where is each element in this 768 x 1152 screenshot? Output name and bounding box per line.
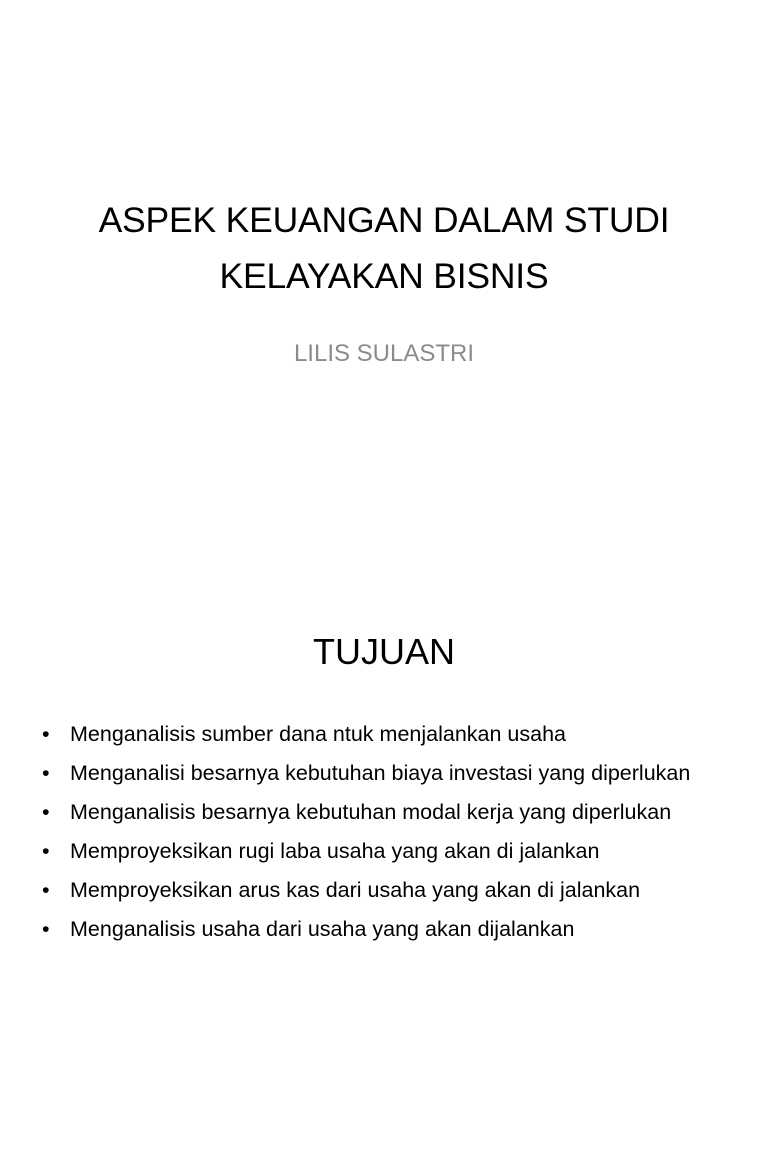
bullet-icon: •: [42, 917, 50, 941]
slide-title: TUJUAN: [313, 631, 455, 672]
bullet-item: [42, 756, 732, 790]
bullet-item: [42, 834, 732, 868]
slide-title: ASPEK KEUANGAN DALAM STUDI KELAYAKAN BISNIS: [98, 200, 670, 296]
bullet-icon: •: [42, 800, 50, 824]
bullet-item: [42, 912, 732, 946]
bullet-icon: •: [42, 878, 50, 902]
content-slide: [0, 576, 768, 1152]
bullet-text: Menganalisis sumber dana ntuk menjalankan usaha: [70, 722, 567, 746]
bullet-item: [42, 795, 732, 829]
bullet-icon: •: [42, 761, 50, 785]
bullet-icon: •: [42, 839, 50, 863]
bullet-text: Menganalisi besarnya kebutuhan biaya investasi yang diperlukan: [70, 761, 691, 785]
bullet-text: Memproyeksikan rugi laba usaha yang akan di jalankan: [70, 839, 600, 863]
slide-subtitle: LILIS SULASTRI: [293, 340, 475, 367]
bullet-item: [42, 873, 732, 907]
bullet-text: Memproyeksikan arus kas dari usaha yang akan di jalankan: [70, 878, 641, 902]
bullet-text: Menganalisis besarnya kebutuhan modal kerja yang diperlukan: [70, 800, 672, 824]
bullet-text: Menganalisis usaha dari usaha yang akan dijalankan: [70, 917, 575, 941]
bullet-icon: •: [42, 722, 50, 746]
bullet-item: [42, 717, 732, 751]
bullet-list: [42, 717, 732, 951]
